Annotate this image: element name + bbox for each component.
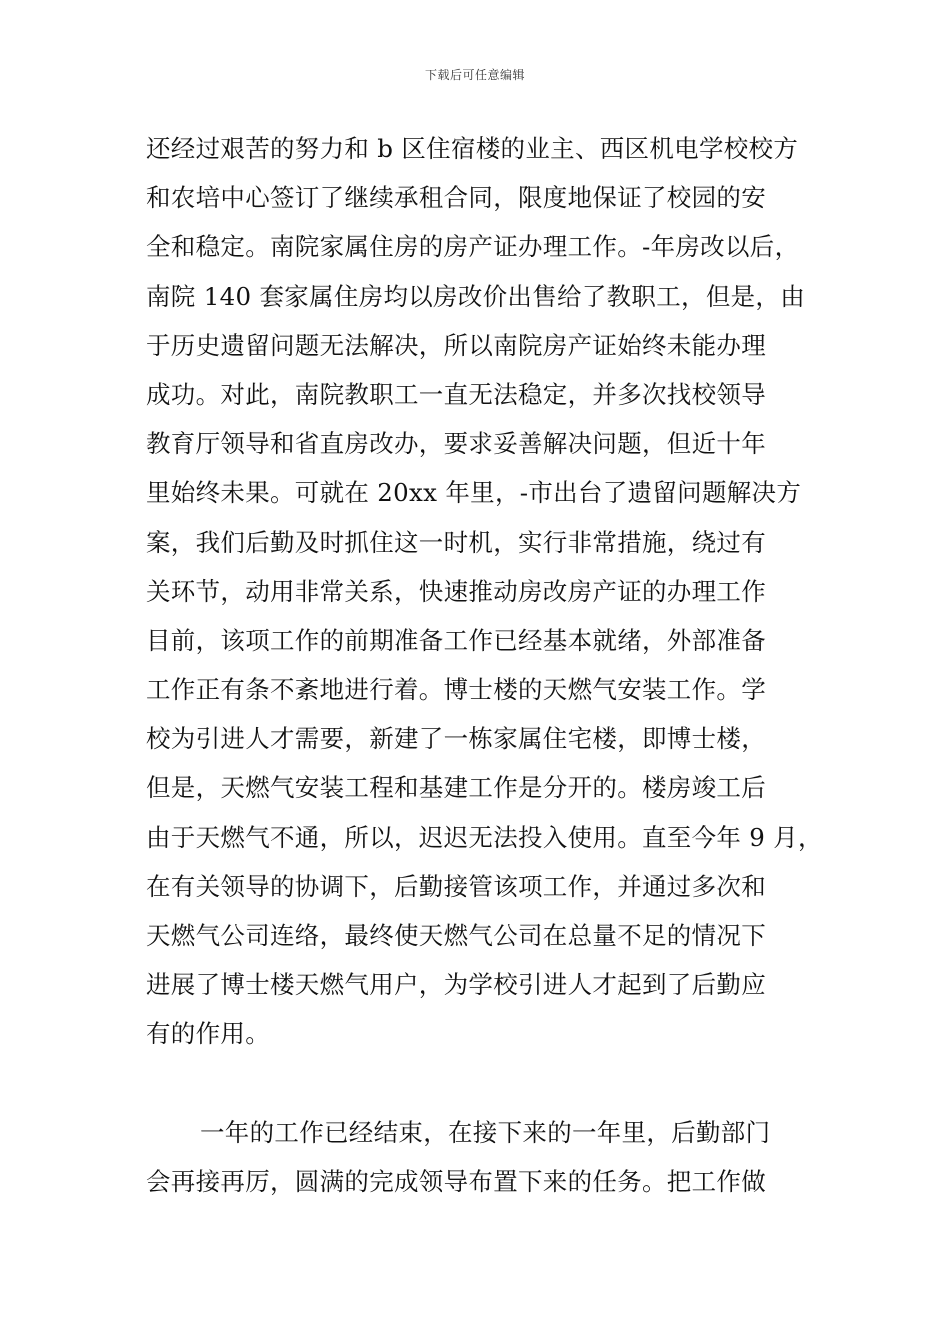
text-line: 由于天燃气不通，所以，迟迟无法投入使用。直至今年 9 月， [146,822,823,852]
text-line: 有的作用。 [146,1019,270,1049]
paragraph-1 [146,124,836,1059]
page-header: 下载后可任意编辑 [424,68,525,82]
text-line: 还经过艰苦的努力和 b 区住宿楼的业主、西区机电学校校方 [146,134,799,163]
text-line: 会再接再厉，圆满的完成领导布置下来的任务。把工作做 [146,1166,766,1196]
text-line: 关环节，动用非常关系，快速推动房改房产证的办理工作 [146,576,766,606]
text-line: 里始终未果。可就在 20xx 年里，-市出台了遗留问题解决方 [146,478,802,508]
text-line: 和农培中心签订了继续承租合同，限度地保证了校园的安 [146,183,766,213]
text-line: 案，我们后勤及时抓住这一时机，实行非常措施，绕过有 [146,527,766,557]
document-body [146,124,836,1206]
paragraph-spacer [146,1059,836,1108]
text-line: 全和稳定。南院家属住房的房产证办理工作。-年房改以后， [146,232,800,262]
text-line: 教育厅领导和省直房改办，要求妥善解决问题，但近十年 [146,429,766,459]
text-line: 校为引进人才需要，新建了一栋家属住宅楼，即博士楼， [146,724,766,754]
text-line: 目前，该项工作的前期准备工作已经基本就绪，外部准备 [146,625,766,655]
text-line: 天燃气公司连络，最终使天燃气公司在总量不足的情况下 [146,921,766,950]
text-line: 在有关领导的协调下，后勤接管该项工作，并通过多次和 [146,871,766,901]
text-line: 进展了博士楼天燃气用户，为学校引进人才起到了后勤应 [146,970,766,1000]
paragraph-2 [146,1108,836,1206]
text-line: 一年的工作已经结束，在接下来的一年里，后勤部门 [200,1117,771,1147]
text-line: 南院 140 套家属住房均以房改价出售给了教职工，但是，由 [146,281,806,311]
text-line: 于历史遗留问题无法解决，所以南院房产证始终未能办理 [146,330,766,360]
text-line: 工作正有条不紊地进行着。博士楼的天燃气安装工作。学 [146,675,766,705]
text-line: 成功。对此，南院教职工一直无法稳定，并多次找校领导 [146,379,766,409]
text-line: 但是，天燃气安装工程和基建工作是分开的。楼房竣工后 [146,773,766,803]
